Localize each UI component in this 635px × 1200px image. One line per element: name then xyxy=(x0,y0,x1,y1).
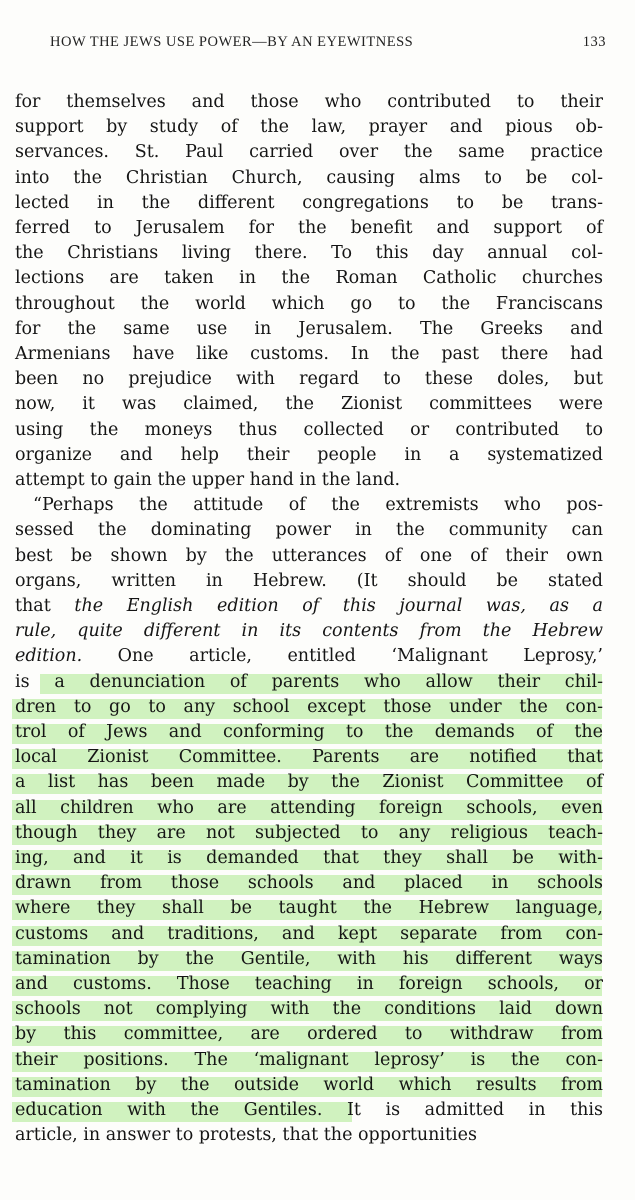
running-header-title: HOW THE JEWS USE POWER—BY AN EYEWITNESS xyxy=(50,34,414,50)
text-line: ferred to Jerusalem for the benefit and support of xyxy=(15,218,603,238)
text-span: One article, entitled ‘Malignant Leprosy,’ xyxy=(82,646,603,667)
text-line: tamination by the Gentile, with his different ways xyxy=(15,948,603,969)
text-line: schools not complying with the conditions laid down xyxy=(15,999,603,1020)
text-line: lected in the different congregations to be trans- xyxy=(15,192,603,213)
text-line: been no prejudice with regard to these doles, but xyxy=(15,369,603,390)
text-line: though they are not subjected to any religious teach- xyxy=(15,822,603,843)
text-line: ing, and it is demanded that they shall be with- xyxy=(15,848,603,868)
text-line: local Zionist Committee. Parents are notified that xyxy=(15,747,603,768)
text-line: attempt to gain the upper hand in the land. xyxy=(15,470,401,490)
text-line: their positions. The ‘malignant leprosy’ is the con- xyxy=(15,1049,603,1070)
text-line xyxy=(15,594,603,619)
text-line: support by study of the law, prayer and pious ob- xyxy=(15,117,603,138)
text-line: sessed the dominating power in the community can xyxy=(15,520,603,541)
text-line: Armenians have like customs. In the past there had xyxy=(15,344,603,364)
text-line: dren to go to any school except those under the con- xyxy=(15,696,603,717)
text-line xyxy=(15,644,603,669)
italic-text-span: edition. xyxy=(15,646,83,667)
text-line: for the same use in Jerusalem. The Greeks and xyxy=(15,318,603,339)
text-line: drawn from those schools and placed in schools xyxy=(15,873,603,894)
text-line: and customs. Those teaching in foreign schools, or xyxy=(15,974,603,994)
text-line: is a denunciation of parents who allow their chil- xyxy=(15,671,603,692)
text-line: into the Christian Church, causing alms to be col- xyxy=(15,167,603,188)
text-line: the Christians living there. To this day annual col- xyxy=(15,243,603,264)
text-line: for themselves and those who contributed to their xyxy=(15,92,603,112)
text-line: article, in answer to protests, that the opportunities xyxy=(15,1125,477,1146)
text-line: education with the Gentiles. It is admitted in this xyxy=(15,1100,603,1120)
italic-text-span: rule, quite different in its contents from the Hebrew xyxy=(15,621,603,642)
text-line: a list has been made by the Zionist Committee of xyxy=(15,772,603,793)
page-number: 133 xyxy=(582,34,606,50)
text-line: by this committee, are ordered to withdraw from xyxy=(15,1024,603,1045)
text-line: servances. St. Paul carried over the same practice xyxy=(15,142,603,163)
text-line: customs and traditions, and kept separate from con- xyxy=(15,923,603,944)
text-line xyxy=(15,619,603,644)
text-line: best be shown by the utterances of one of their own xyxy=(15,545,603,566)
text-line: using the moneys thus collected or contributed to xyxy=(15,419,603,440)
text-span: that xyxy=(15,596,75,616)
text-line: now, it was claimed, the Zionist committees were xyxy=(15,394,603,415)
text-line: where they shall be taught the Hebrew language, xyxy=(15,898,603,919)
italic-text-span: the English edition of this journal was, as a xyxy=(74,596,603,616)
text-line: throughout the world which go to the Franciscans xyxy=(15,293,603,314)
text-line: trol of Jews and conforming to the demands of the xyxy=(15,722,603,742)
text-line: organize and help their people in a systematized xyxy=(15,444,603,465)
text-line: all children who are attending foreign schools, even xyxy=(15,797,603,818)
text-line: lections are taken in the Roman Catholic churches xyxy=(15,268,603,289)
running-header xyxy=(50,34,610,56)
text-line: “Perhaps the attitude of the extremists who pos- xyxy=(33,495,603,516)
text-line: organs, written in Hebrew. (It should be stated xyxy=(15,570,603,591)
text-line: tamination by the outside world which results from xyxy=(15,1074,603,1095)
